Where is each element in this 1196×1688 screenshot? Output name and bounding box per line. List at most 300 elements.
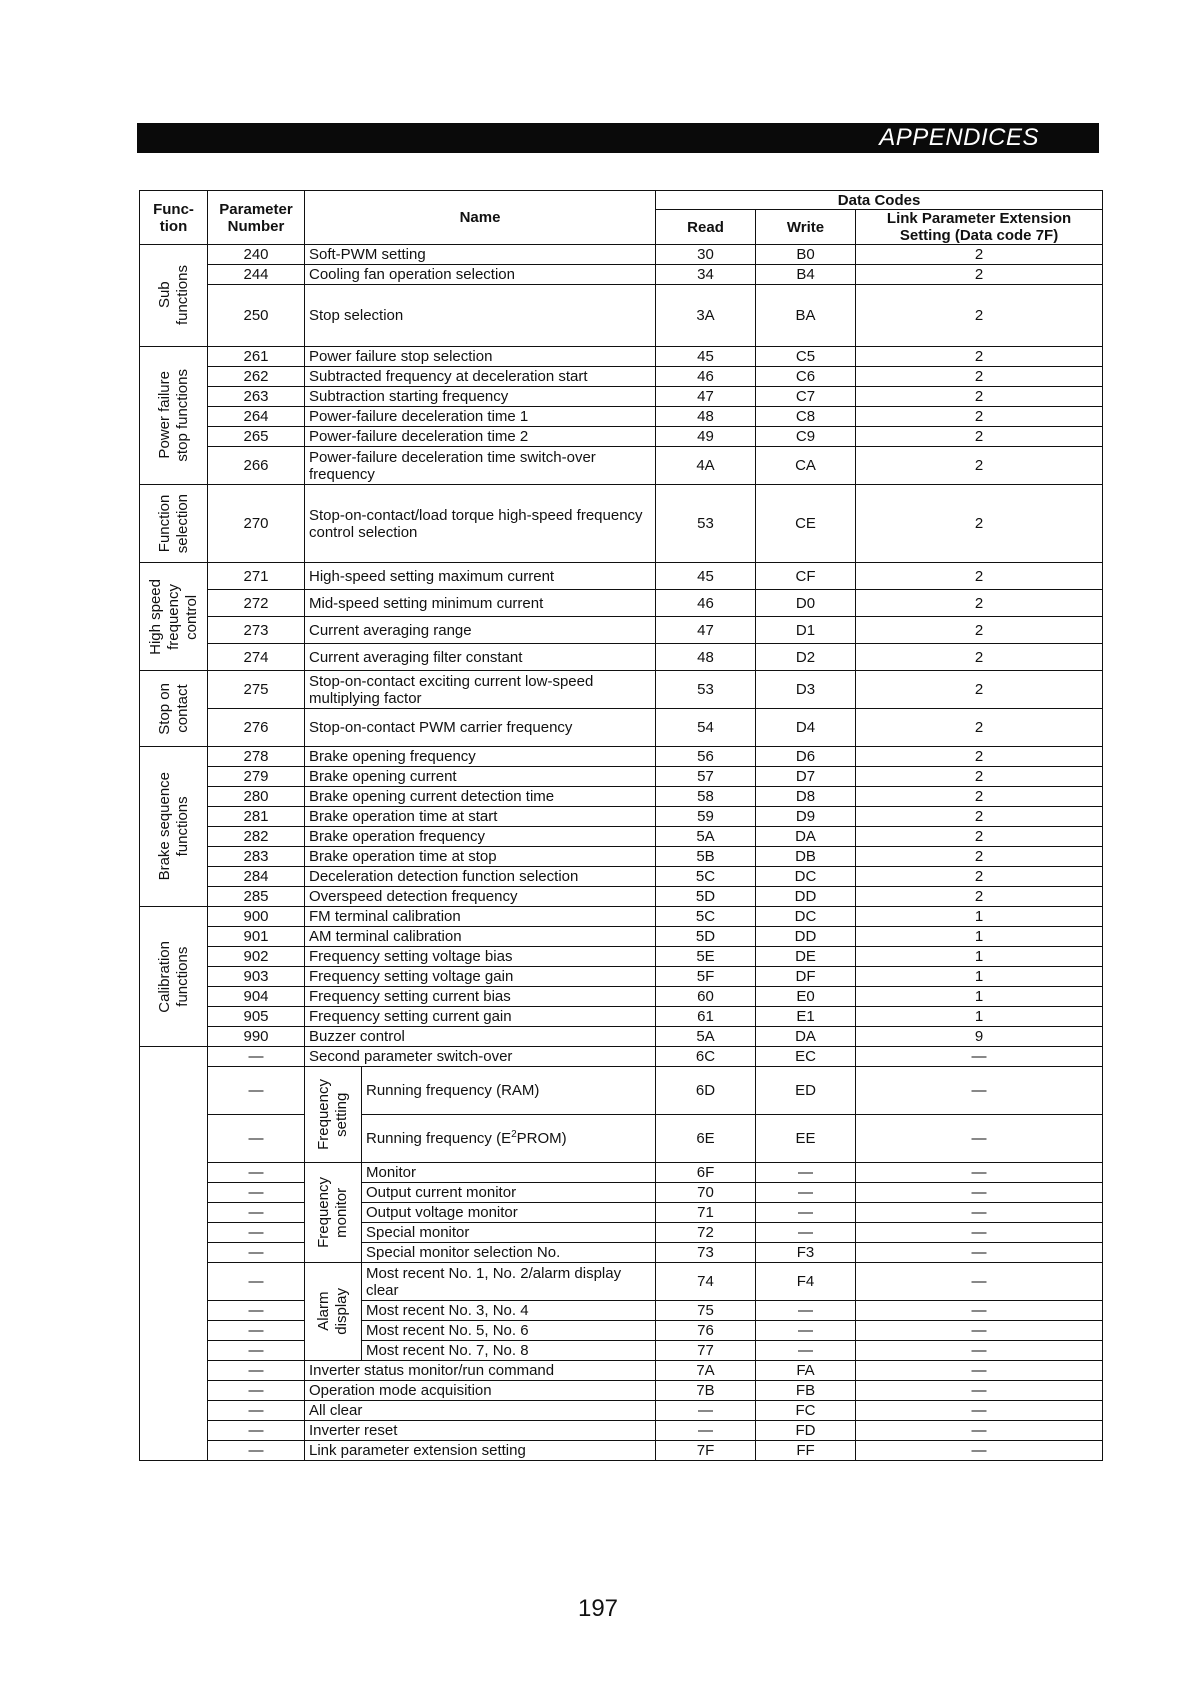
- sub-group-alarm-display: [305, 1263, 362, 1361]
- write-code: E0: [756, 987, 856, 1007]
- table-row: [140, 927, 1103, 947]
- write-code: BA: [756, 285, 856, 347]
- table-row: [140, 967, 1103, 987]
- read-code: 54: [656, 709, 756, 747]
- read-code: 6F: [656, 1163, 756, 1183]
- param-number: 271: [208, 563, 305, 590]
- table-row: [140, 407, 1103, 427]
- table-row: [140, 387, 1103, 407]
- write-code: D2: [756, 644, 856, 671]
- read-code: 5C: [656, 907, 756, 927]
- param-number: 281: [208, 807, 305, 827]
- write-code: DD: [756, 887, 856, 907]
- table-row: [140, 907, 1103, 927]
- param-name: Soft-PWM setting: [305, 245, 656, 265]
- write-code: D4: [756, 709, 856, 747]
- read-code: —: [656, 1421, 756, 1441]
- param-number: —: [208, 1401, 305, 1421]
- header-link-extension: Link Parameter Extension Setting (Data code 7F): [856, 210, 1103, 245]
- param-number: 266: [208, 447, 305, 485]
- param-name: Brake opening current detection time: [305, 787, 656, 807]
- link-extension-setting: —: [856, 1263, 1103, 1301]
- link-extension-setting: —: [856, 1381, 1103, 1401]
- read-code: 5C: [656, 867, 756, 887]
- link-extension-setting: —: [856, 1115, 1103, 1163]
- param-name: Brake operation time at start: [305, 807, 656, 827]
- write-code: C5: [756, 347, 856, 367]
- function-group: [140, 485, 208, 563]
- param-name: Buzzer control: [305, 1027, 656, 1047]
- param-number: —: [208, 1441, 305, 1461]
- link-extension-setting: —: [856, 1301, 1103, 1321]
- header-function: Func- tion: [140, 191, 208, 245]
- param-number: —: [208, 1421, 305, 1441]
- write-code: DC: [756, 907, 856, 927]
- table-row: [140, 1301, 1103, 1321]
- link-extension-setting: 2: [856, 644, 1103, 671]
- table-row: [140, 285, 1103, 347]
- read-code: 7F: [656, 1441, 756, 1461]
- param-name: Power-failure deceleration time 1: [305, 407, 656, 427]
- table-row: [140, 644, 1103, 671]
- read-code: 7A: [656, 1361, 756, 1381]
- read-code: 73: [656, 1243, 756, 1263]
- table-row: [140, 767, 1103, 787]
- read-code: 46: [656, 367, 756, 387]
- link-extension-setting: —: [856, 1321, 1103, 1341]
- param-number: —: [208, 1263, 305, 1301]
- link-extension-setting: 1: [856, 927, 1103, 947]
- param-name: Most recent No. 3, No. 4: [362, 1301, 656, 1321]
- write-code: DC: [756, 867, 856, 887]
- header-parameter-number: Parameter Number: [208, 191, 305, 245]
- link-extension-setting: 1: [856, 907, 1103, 927]
- param-name: Overspeed detection frequency: [305, 887, 656, 907]
- link-extension-setting: —: [856, 1243, 1103, 1263]
- table-row: [140, 1441, 1103, 1461]
- write-code: D1: [756, 617, 856, 644]
- param-number: 280: [208, 787, 305, 807]
- param-name: Most recent No. 7, No. 8: [362, 1341, 656, 1361]
- write-code: C9: [756, 427, 856, 447]
- link-extension-setting: 2: [856, 265, 1103, 285]
- param-name: Deceleration detection function selection: [305, 867, 656, 887]
- link-extension-setting: —: [856, 1421, 1103, 1441]
- link-extension-setting: —: [856, 1223, 1103, 1243]
- link-extension-setting: 2: [856, 807, 1103, 827]
- write-code: DA: [756, 1027, 856, 1047]
- read-code: 59: [656, 807, 756, 827]
- param-name: Special monitor selection No.: [362, 1243, 656, 1263]
- function-group: [140, 563, 208, 671]
- param-number: 244: [208, 265, 305, 285]
- table-row: [140, 1115, 1103, 1163]
- link-extension-setting: 1: [856, 967, 1103, 987]
- sub-group-frequency-setting-label: Frequency setting: [315, 1079, 350, 1150]
- write-code: ED: [756, 1067, 856, 1115]
- param-name-superscript: 2: [511, 1129, 517, 1140]
- table-row: [140, 867, 1103, 887]
- param-number: 285: [208, 887, 305, 907]
- param-number: 274: [208, 644, 305, 671]
- table-row: [140, 563, 1103, 590]
- read-code: 5D: [656, 927, 756, 947]
- parameter-data-code-table: [139, 190, 1103, 1461]
- param-name: Output voltage monitor: [362, 1203, 656, 1223]
- table-row: [140, 427, 1103, 447]
- param-name: Special monitor: [362, 1223, 656, 1243]
- param-number: 279: [208, 767, 305, 787]
- link-extension-setting: 2: [856, 407, 1103, 427]
- write-code: DE: [756, 947, 856, 967]
- section-title: APPENDICES: [879, 124, 1039, 151]
- param-number: 283: [208, 847, 305, 867]
- read-code: 5B: [656, 847, 756, 867]
- param-number: 270: [208, 485, 305, 563]
- param-number: 284: [208, 867, 305, 887]
- link-extension-setting: 2: [856, 285, 1103, 347]
- param-name: Frequency setting current gain: [305, 1007, 656, 1027]
- param-number: —: [208, 1381, 305, 1401]
- param-number: —: [208, 1047, 305, 1067]
- link-extension-setting: 2: [856, 709, 1103, 747]
- param-name: Power-failure deceleration time switch-over frequency: [305, 447, 656, 485]
- link-extension-setting: —: [856, 1183, 1103, 1203]
- write-code: D7: [756, 767, 856, 787]
- table-row: [140, 1321, 1103, 1341]
- param-name: Current averaging filter constant: [305, 644, 656, 671]
- table-row: [140, 1341, 1103, 1361]
- function-group-label: High speed frequency control: [146, 578, 200, 655]
- param-number: 250: [208, 285, 305, 347]
- read-code: 45: [656, 347, 756, 367]
- param-name-suffix: PROM): [516, 1130, 567, 1147]
- param-number: 262: [208, 367, 305, 387]
- read-code: 53: [656, 671, 756, 709]
- table-row: [140, 1421, 1103, 1441]
- function-group-label: Stop on contact: [155, 682, 191, 735]
- write-code: DB: [756, 847, 856, 867]
- link-extension-setting: 2: [856, 887, 1103, 907]
- sub-group-frequency-monitor: [305, 1163, 362, 1263]
- param-name: Stop selection: [305, 285, 656, 347]
- read-code: 6D: [656, 1067, 756, 1115]
- read-code: 53: [656, 485, 756, 563]
- write-code: D6: [756, 747, 856, 767]
- param-name: Stop-on-contact PWM carrier frequency: [305, 709, 656, 747]
- table-row: [140, 265, 1103, 285]
- read-code: 56: [656, 747, 756, 767]
- read-code: 5E: [656, 947, 756, 967]
- param-name: Stop-on-contact/load torque high-speed frequency control selection: [305, 485, 656, 563]
- link-extension-setting: 2: [856, 747, 1103, 767]
- write-code: —: [756, 1203, 856, 1223]
- write-code: —: [756, 1321, 856, 1341]
- read-code: 5F: [656, 967, 756, 987]
- read-code: 6C: [656, 1047, 756, 1067]
- read-code: 70: [656, 1183, 756, 1203]
- table-row: [140, 1183, 1103, 1203]
- read-code: 71: [656, 1203, 756, 1223]
- table-row: [140, 1381, 1103, 1401]
- link-extension-setting: 2: [856, 447, 1103, 485]
- table-row: [140, 1263, 1103, 1301]
- param-name: FM terminal calibration: [305, 907, 656, 927]
- param-name: Power-failure deceleration time 2: [305, 427, 656, 447]
- table-row: [140, 987, 1103, 1007]
- table-row: [140, 827, 1103, 847]
- table-row: [140, 245, 1103, 265]
- param-number: —: [208, 1067, 305, 1115]
- link-extension-setting: 2: [856, 347, 1103, 367]
- write-code: FD: [756, 1421, 856, 1441]
- param-number: —: [208, 1361, 305, 1381]
- read-code: 58: [656, 787, 756, 807]
- table-row: [140, 671, 1103, 709]
- write-code: EE: [756, 1115, 856, 1163]
- param-number: 273: [208, 617, 305, 644]
- write-code: FB: [756, 1381, 856, 1401]
- function-group-label: Function selection: [155, 493, 191, 554]
- function-group-label: Sub functions: [155, 265, 191, 326]
- param-name: [362, 1115, 656, 1163]
- write-code: DF: [756, 967, 856, 987]
- param-name: Output current monitor: [362, 1183, 656, 1203]
- read-code: 47: [656, 387, 756, 407]
- param-number: —: [208, 1163, 305, 1183]
- param-name: Second parameter switch-over: [305, 1047, 656, 1067]
- function-group-label: Power failure stop functions: [155, 369, 191, 462]
- header-name: Name: [305, 191, 656, 245]
- function-group: [140, 747, 208, 907]
- read-code: 77: [656, 1341, 756, 1361]
- link-extension-setting: 2: [856, 485, 1103, 563]
- read-code: 34: [656, 265, 756, 285]
- link-extension-setting: 2: [856, 847, 1103, 867]
- table-row: [140, 1223, 1103, 1243]
- link-extension-setting: 1: [856, 947, 1103, 967]
- write-code: —: [756, 1341, 856, 1361]
- link-extension-setting: 2: [856, 387, 1103, 407]
- param-number: 904: [208, 987, 305, 1007]
- write-code: EC: [756, 1047, 856, 1067]
- read-code: 6E: [656, 1115, 756, 1163]
- param-number: 901: [208, 927, 305, 947]
- read-code: 57: [656, 767, 756, 787]
- read-code: 45: [656, 563, 756, 590]
- table-row: [140, 747, 1103, 767]
- write-code: D3: [756, 671, 856, 709]
- table-row: [140, 367, 1103, 387]
- read-code: 46: [656, 590, 756, 617]
- function-group: [140, 671, 208, 747]
- table-row: [140, 1027, 1103, 1047]
- write-code: FC: [756, 1401, 856, 1421]
- param-number: 902: [208, 947, 305, 967]
- write-code: DA: [756, 827, 856, 847]
- read-code: 76: [656, 1321, 756, 1341]
- read-code: —: [656, 1401, 756, 1421]
- link-extension-setting: 2: [856, 867, 1103, 887]
- link-extension-setting: 2: [856, 827, 1103, 847]
- write-code: F4: [756, 1263, 856, 1301]
- write-code: —: [756, 1223, 856, 1243]
- read-code: 4A: [656, 447, 756, 485]
- link-extension-setting: 9: [856, 1027, 1103, 1047]
- param-number: 265: [208, 427, 305, 447]
- param-name: Frequency setting voltage gain: [305, 967, 656, 987]
- param-name: High-speed setting maximum current: [305, 563, 656, 590]
- write-code: FA: [756, 1361, 856, 1381]
- link-extension-setting: —: [856, 1047, 1103, 1067]
- sub-group-frequency-monitor-label: Frequency monitor: [315, 1177, 350, 1248]
- param-name: Brake opening current: [305, 767, 656, 787]
- param-name: Frequency setting current bias: [305, 987, 656, 1007]
- function-group: [140, 907, 208, 1047]
- sub-group-alarm-display-label: Alarm display: [315, 1288, 350, 1335]
- write-code: D9: [756, 807, 856, 827]
- function-group-label: Calibration functions: [155, 940, 191, 1013]
- param-number: 272: [208, 590, 305, 617]
- write-code: C6: [756, 367, 856, 387]
- param-number: 903: [208, 967, 305, 987]
- param-number: 278: [208, 747, 305, 767]
- link-extension-setting: 2: [856, 427, 1103, 447]
- param-number: 905: [208, 1007, 305, 1027]
- table-body: [140, 245, 1103, 1461]
- function-group-empty: [140, 1047, 208, 1461]
- link-extension-setting: 2: [856, 617, 1103, 644]
- link-extension-setting: —: [856, 1203, 1103, 1223]
- link-extension-setting: 2: [856, 563, 1103, 590]
- table-row: [140, 1401, 1103, 1421]
- link-extension-setting: —: [856, 1401, 1103, 1421]
- read-code: 7B: [656, 1381, 756, 1401]
- read-code: 49: [656, 427, 756, 447]
- write-code: D0: [756, 590, 856, 617]
- param-name: Current averaging range: [305, 617, 656, 644]
- param-name-prefix: Running frequency (E: [366, 1130, 512, 1147]
- link-extension-setting: —: [856, 1441, 1103, 1461]
- param-name: Subtraction starting frequency: [305, 387, 656, 407]
- param-name: Monitor: [362, 1163, 656, 1183]
- param-number: 264: [208, 407, 305, 427]
- read-code: 5A: [656, 1027, 756, 1047]
- read-code: 48: [656, 644, 756, 671]
- param-number: —: [208, 1115, 305, 1163]
- param-number: 282: [208, 827, 305, 847]
- param-number: 276: [208, 709, 305, 747]
- table-row: [140, 590, 1103, 617]
- header-data-codes: Data Codes: [656, 191, 1103, 210]
- table-row: [140, 617, 1103, 644]
- table-row: [140, 1163, 1103, 1183]
- write-code: FF: [756, 1441, 856, 1461]
- read-code: 75: [656, 1301, 756, 1321]
- param-number: 990: [208, 1027, 305, 1047]
- write-code: CA: [756, 447, 856, 485]
- param-name: Subtracted frequency at deceleration start: [305, 367, 656, 387]
- param-number: —: [208, 1321, 305, 1341]
- link-extension-setting: —: [856, 1341, 1103, 1361]
- link-extension-setting: —: [856, 1067, 1103, 1115]
- write-code: B0: [756, 245, 856, 265]
- table-row: [140, 1243, 1103, 1263]
- param-name: All clear: [305, 1401, 656, 1421]
- param-name: Stop-on-contact exciting current low-speed multiplying factor: [305, 671, 656, 709]
- param-name: Running frequency (RAM): [362, 1067, 656, 1115]
- write-code: —: [756, 1183, 856, 1203]
- param-number: —: [208, 1203, 305, 1223]
- link-extension-setting: 2: [856, 671, 1103, 709]
- link-extension-setting: 1: [856, 987, 1103, 1007]
- param-name: Operation mode acquisition: [305, 1381, 656, 1401]
- param-name: Brake operation frequency: [305, 827, 656, 847]
- write-code: E1: [756, 1007, 856, 1027]
- link-extension-setting: 1: [856, 1007, 1103, 1027]
- param-number: —: [208, 1301, 305, 1321]
- read-code: 48: [656, 407, 756, 427]
- table-row: [140, 887, 1103, 907]
- link-extension-setting: 2: [856, 767, 1103, 787]
- param-name: Brake operation time at stop: [305, 847, 656, 867]
- header-write: Write: [756, 210, 856, 245]
- param-name: Most recent No. 1, No. 2/alarm display clear: [362, 1263, 656, 1301]
- read-code: 3A: [656, 285, 756, 347]
- table-row: [140, 1067, 1103, 1115]
- table-row: [140, 1007, 1103, 1027]
- write-code: CE: [756, 485, 856, 563]
- param-number: 263: [208, 387, 305, 407]
- param-number: 275: [208, 671, 305, 709]
- write-code: F3: [756, 1243, 856, 1263]
- read-code: 47: [656, 617, 756, 644]
- param-name: Link parameter extension setting: [305, 1441, 656, 1461]
- function-group-label: Brake sequence functions: [155, 772, 191, 881]
- table-row: [140, 787, 1103, 807]
- link-extension-setting: 2: [856, 367, 1103, 387]
- write-code: C7: [756, 387, 856, 407]
- table-row: [140, 847, 1103, 867]
- function-group: [140, 245, 208, 347]
- param-name: Frequency setting voltage bias: [305, 947, 656, 967]
- table-row: [140, 947, 1103, 967]
- table-row: [140, 1047, 1103, 1067]
- link-extension-setting: —: [856, 1163, 1103, 1183]
- write-code: D8: [756, 787, 856, 807]
- function-group: [140, 347, 208, 485]
- link-extension-setting: 2: [856, 590, 1103, 617]
- read-code: 5A: [656, 827, 756, 847]
- sub-group-frequency-setting: [305, 1067, 362, 1163]
- page-number: 197: [577, 1595, 619, 1622]
- write-code: B4: [756, 265, 856, 285]
- param-number: 900: [208, 907, 305, 927]
- param-number: —: [208, 1341, 305, 1361]
- param-name: Cooling fan operation selection: [305, 265, 656, 285]
- link-extension-setting: 2: [856, 787, 1103, 807]
- table-row: [140, 709, 1103, 747]
- link-extension-setting: 2: [856, 245, 1103, 265]
- read-code: 60: [656, 987, 756, 1007]
- read-code: 74: [656, 1263, 756, 1301]
- read-code: 5D: [656, 887, 756, 907]
- param-number: —: [208, 1223, 305, 1243]
- table-row: [140, 1203, 1103, 1223]
- param-number: —: [208, 1183, 305, 1203]
- section-banner: [137, 123, 1099, 153]
- read-code: 30: [656, 245, 756, 265]
